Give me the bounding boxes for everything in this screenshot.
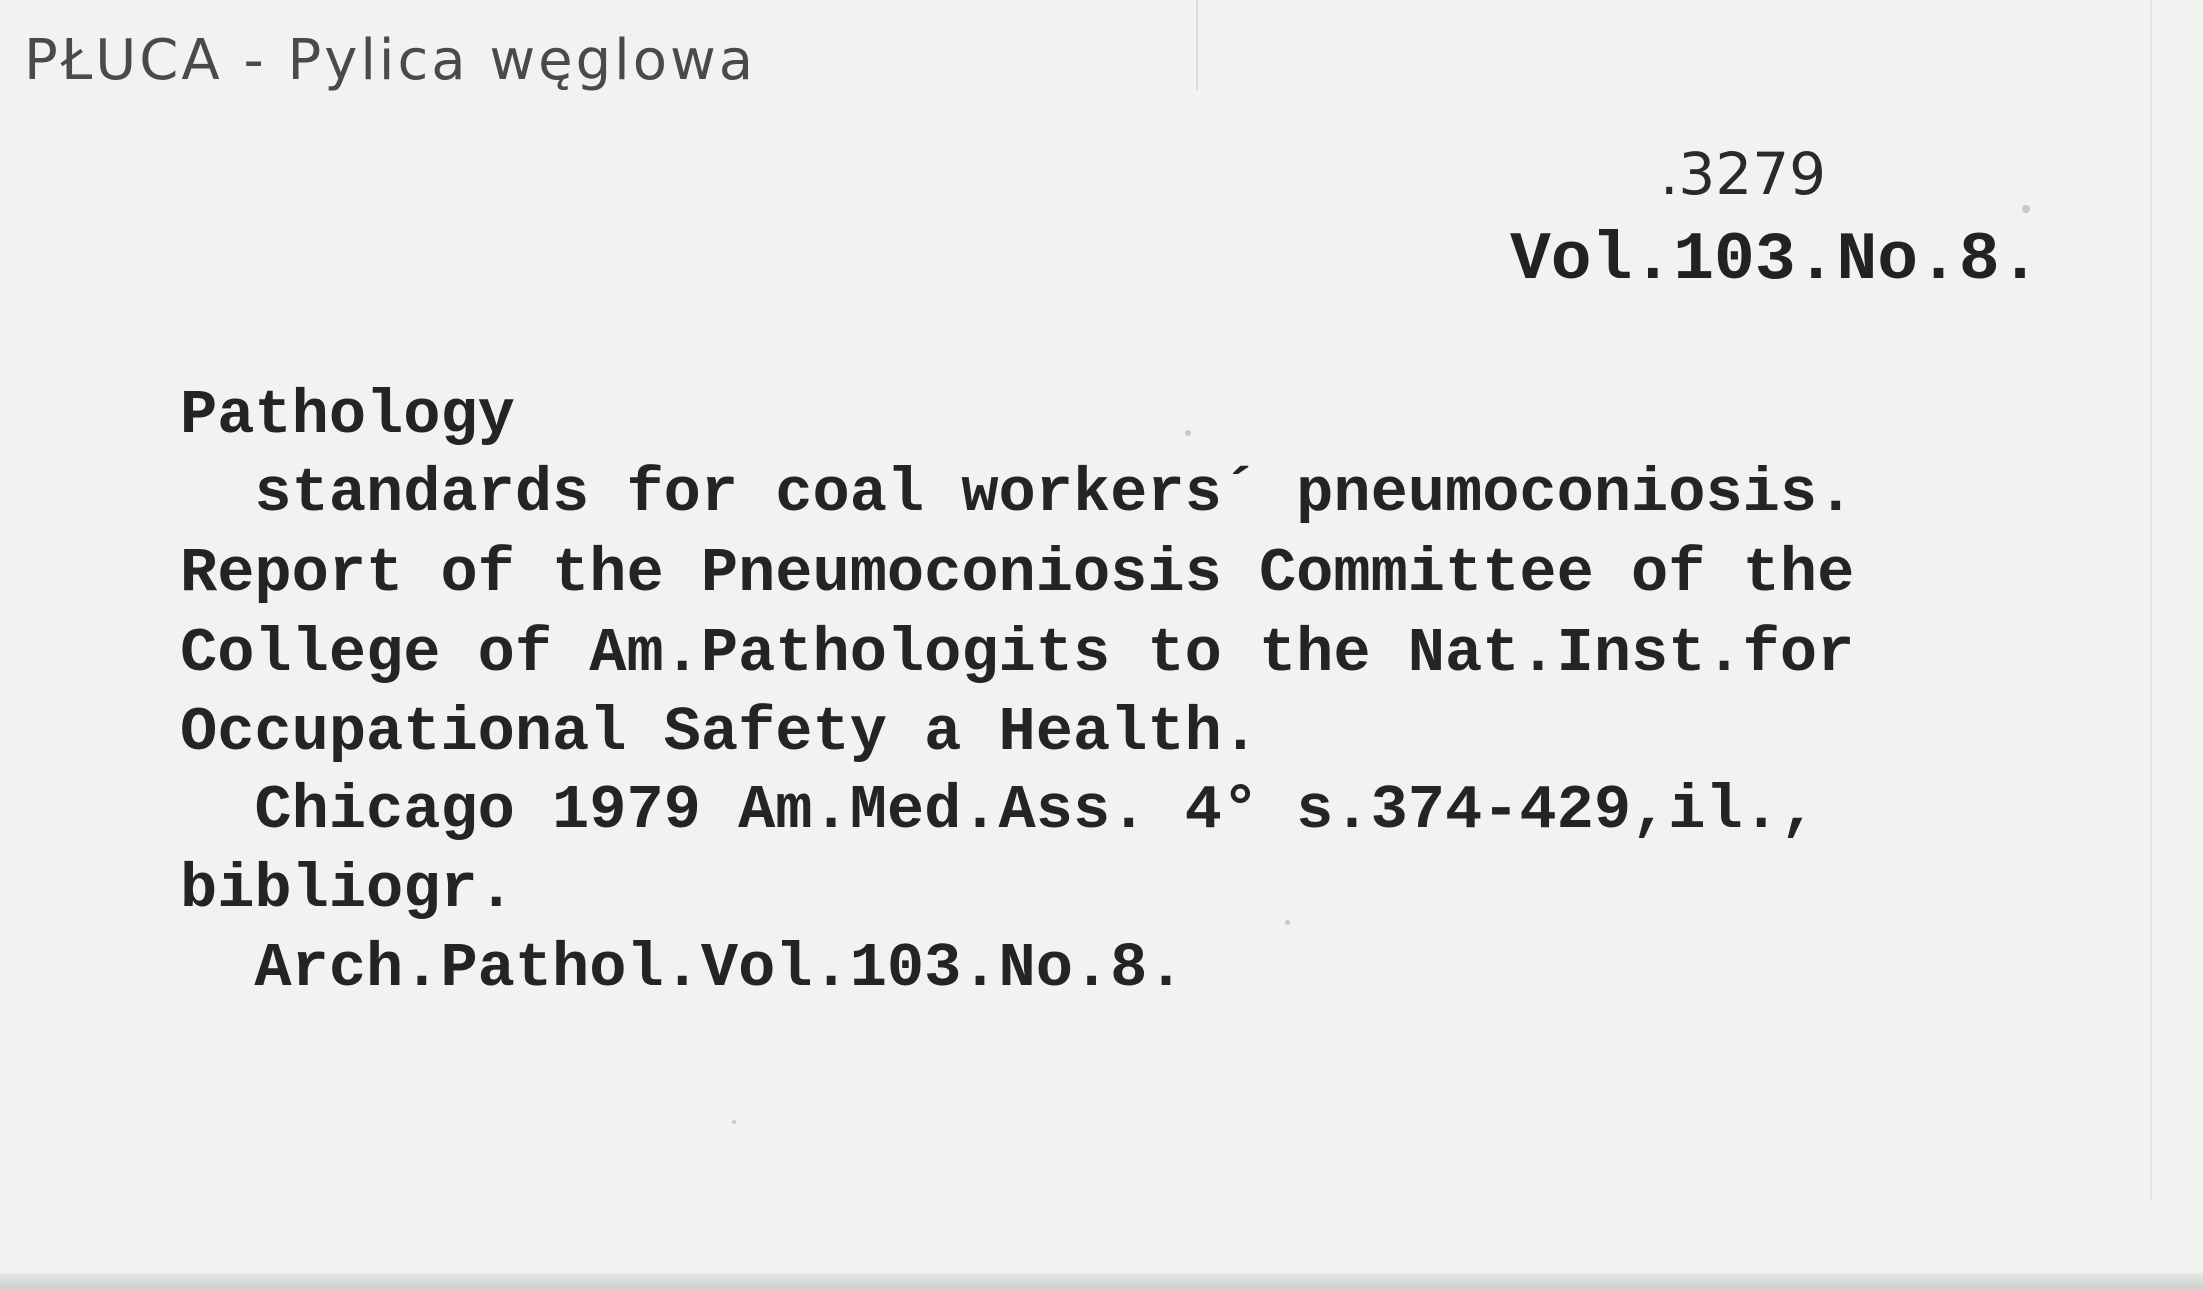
reference-number: .3279 xyxy=(1660,140,1827,208)
handwritten-heading: PŁUCA - Pylica węglowa xyxy=(24,28,757,93)
entry-line: standards for coal workers´ pneumoconiosis. xyxy=(180,458,1855,529)
paper-speck xyxy=(1285,920,1290,925)
paper-speck xyxy=(2022,205,2030,213)
entry-line: bibliogr. xyxy=(180,854,515,925)
entry-line: Occupational Safety a Health. xyxy=(180,697,1259,768)
paper-crease xyxy=(1196,0,1198,90)
entry-line: Chicago 1979 Am.Med.Ass. 4° s.374-429,il., xyxy=(180,775,1818,846)
entry-line: College of Am.Pathologits to the Nat.Inst.for xyxy=(180,618,1855,689)
paper-speck xyxy=(1185,430,1191,436)
paper-crease xyxy=(2150,0,2152,1200)
card-bottom-edge xyxy=(0,1273,2203,1289)
reference-volume: Vol.103.No.8. xyxy=(1510,222,2041,299)
entry-line: Arch.Pathol.Vol.103.No.8. xyxy=(180,933,1185,1004)
entry-line: Pathology xyxy=(180,380,515,451)
paper-speck xyxy=(732,1120,736,1124)
entry-line: Report of the Pneumoconiosis Committee of the xyxy=(180,538,1855,609)
